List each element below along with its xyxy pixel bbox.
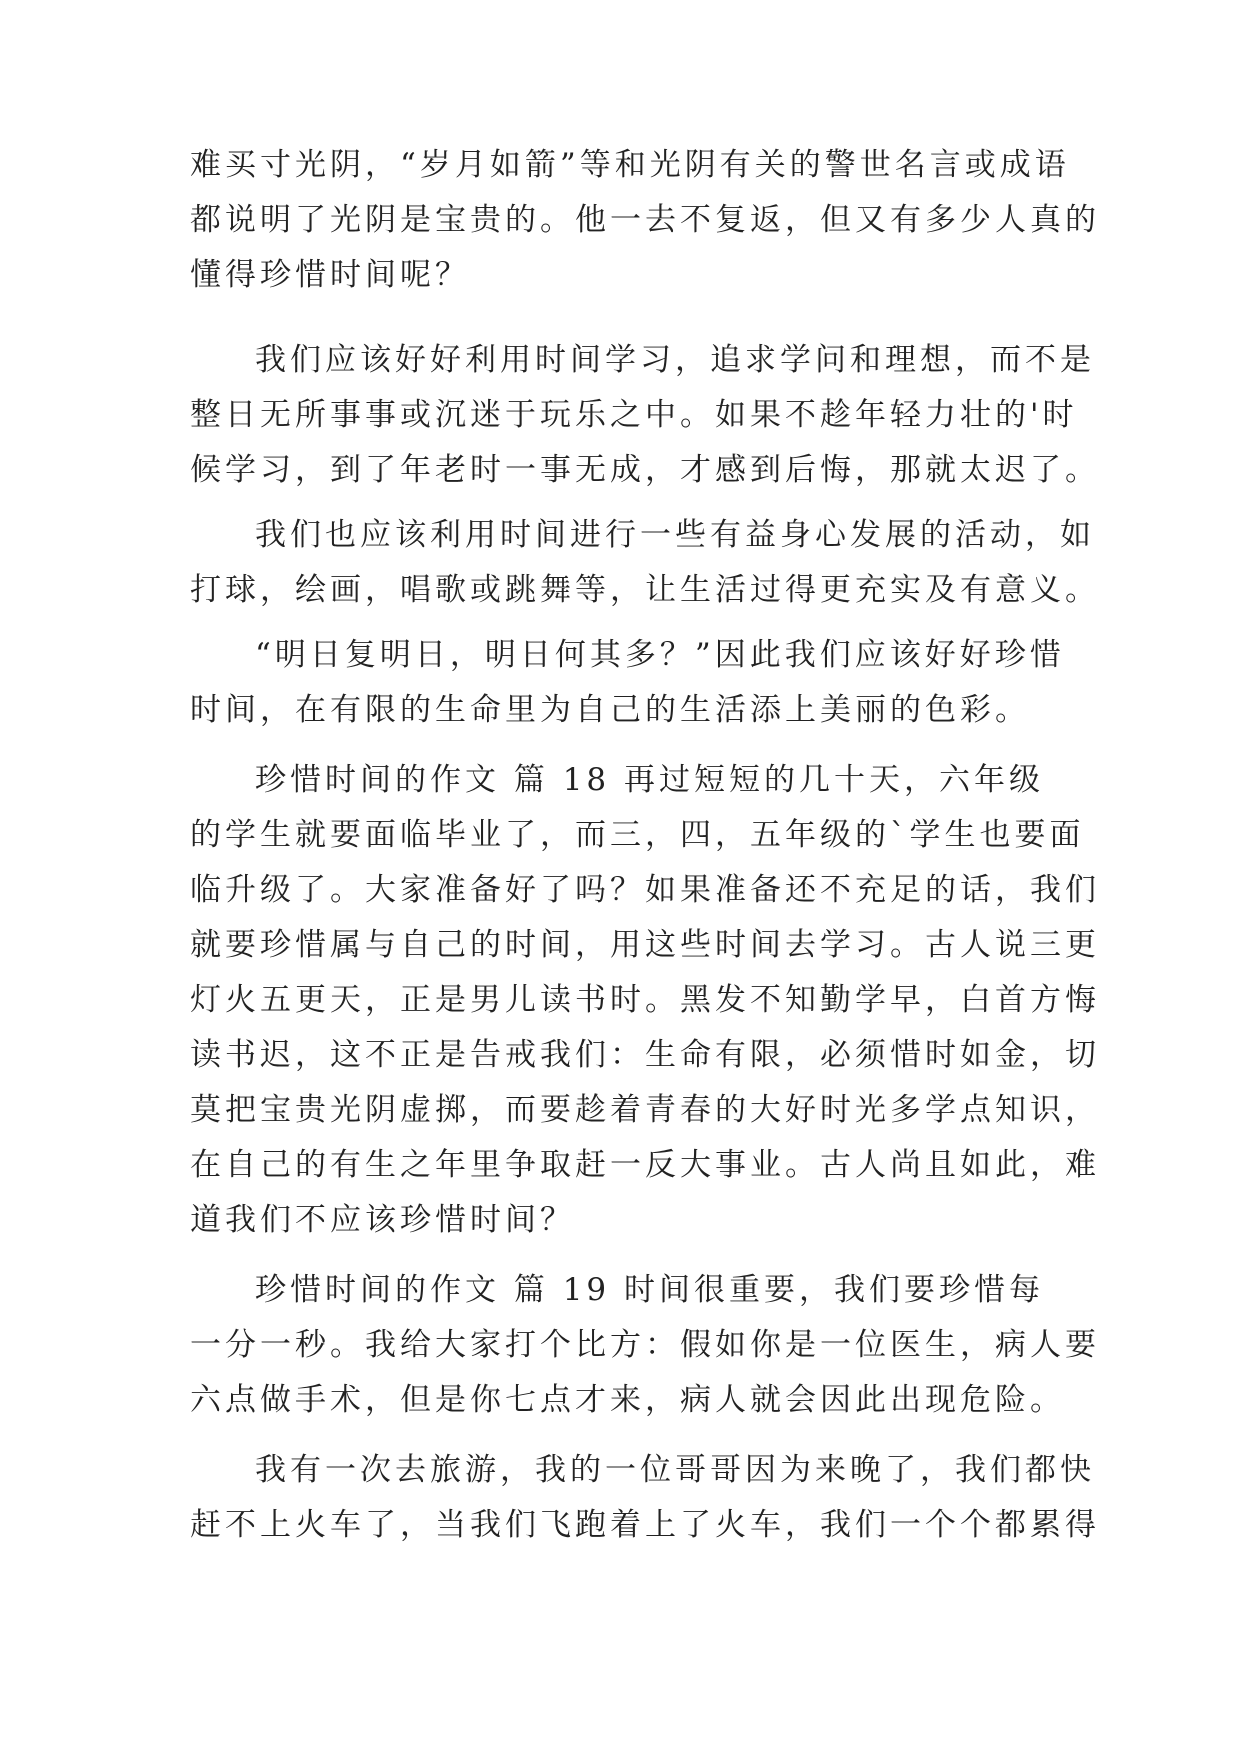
text-line: 整日无所事事或沉迷于玩乐之中。如果不趁年轻力壮的'时	[190, 397, 1078, 433]
text-line: 都说明了光阴是宝贵的。他一去不复返，但又有多少人真的	[190, 202, 1100, 238]
text-line: 莫把宝贵光阴虚掷，而要趁着青春的大好时光多学点知识，	[190, 1092, 1100, 1128]
text-line: 临升级了。大家准备好了吗？如果准备还不充足的话，我们	[190, 872, 1100, 908]
paragraph-first-line: 我们也应该利用时间进行一些有益身心发展的活动，如	[255, 517, 1095, 553]
section-heading-18: 珍惜时间的作文 篇 18 再过短短的几十天，六年级	[255, 762, 1045, 798]
text-line: 一分一秒。我给大家打个比方：假如你是一位医生，病人要	[190, 1327, 1100, 1363]
text-line: 灯火五更天，正是男儿读书时。黑发不知勤学早，白首方悔	[190, 982, 1100, 1018]
text-line: 就要珍惜属与自己的时间，用这些时间去学习。古人说三更	[190, 927, 1100, 963]
text-line: 的学生就要面临毕业了，而三，四，五年级的`学生也要面	[190, 817, 1085, 853]
text-line: 赶不上火车了，当我们飞跑着上了火车，我们一个个都累得	[190, 1507, 1100, 1543]
text-line: 六点做手术，但是你七点才来，病人就会因此出现危险。	[190, 1382, 1065, 1418]
text-line: 候学习，到了年老时一事无成，才感到后悔，那就太迟了。	[190, 452, 1100, 488]
paragraph-first-line: 我们应该好好利用时间学习，追求学问和理想，而不是	[255, 342, 1095, 378]
text-line: 打球，绘画，唱歌或跳舞等，让生活过得更充实及有意义。	[190, 572, 1100, 608]
paragraph-first-line: 我有一次去旅游，我的一位哥哥因为来晚了，我们都快	[255, 1452, 1095, 1488]
text-line: 在自己的有生之年里争取赶一反大事业。古人尚且如此，难	[190, 1147, 1100, 1183]
text-line: 时间，在有限的生命里为自己的生活添上美丽的色彩。	[190, 692, 1030, 728]
section-heading-19: 珍惜时间的作文 篇 19 时间很重要，我们要珍惜每	[255, 1272, 1045, 1308]
text-line: 读书迟，这不正是告戒我们：生命有限，必须惜时如金，切	[190, 1037, 1100, 1073]
text-line: 难买寸光阴，“岁月如箭”等和光阴有关的警世名言或成语	[190, 147, 1070, 183]
text-line: 道我们不应该珍惜时间？	[190, 1202, 575, 1238]
paragraph-first-line: “明日复明日，明日何其多？”因此我们应该好好珍惜	[255, 637, 1065, 673]
text-line: 懂得珍惜时间呢？	[190, 257, 470, 293]
